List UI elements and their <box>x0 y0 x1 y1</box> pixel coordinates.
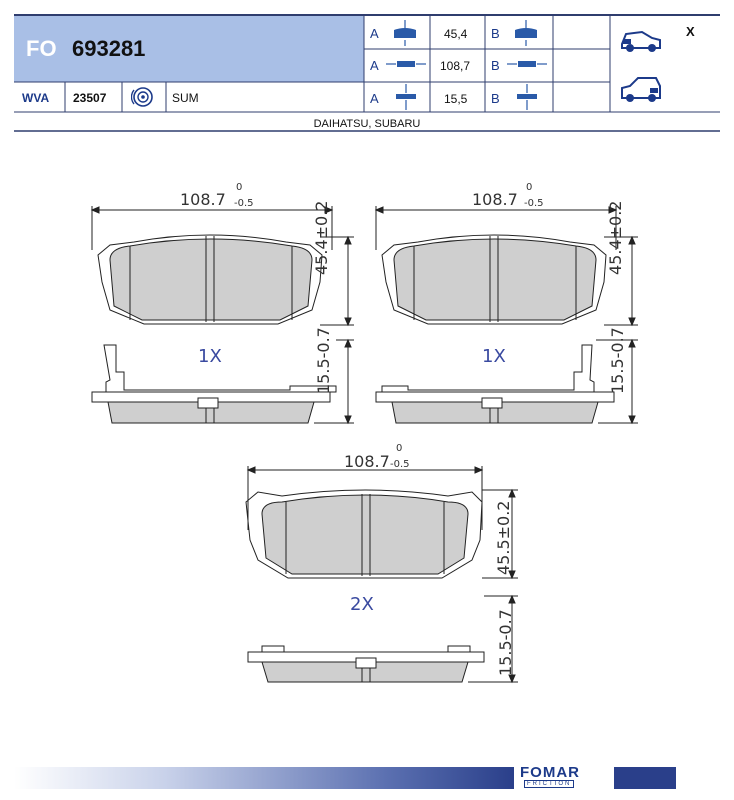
wva-number: 23507 <box>73 91 107 105</box>
thickness-dimension: 15.5-0.7 <box>314 327 333 394</box>
part-number: 693281 <box>72 36 146 61</box>
wva-label: WVA <box>22 91 50 105</box>
width-dimension: 108.7 <box>180 190 226 209</box>
width-dimension: 108.7 <box>344 452 390 471</box>
brand-tagline: FRICTION <box>524 780 574 788</box>
width-tolerance-lower: -0.5 <box>524 198 544 209</box>
quantity-label: 2X <box>350 594 374 615</box>
width-tolerance-lower: -0.5 <box>390 459 410 470</box>
footer-band <box>14 767 514 789</box>
spec-a-label: A <box>370 58 379 73</box>
spec-b-label: B <box>491 26 500 41</box>
vehicle-application: DAIHATSU, SUBARU <box>313 118 421 130</box>
pad-height-icon <box>509 20 543 46</box>
brake-disc-icon <box>131 86 155 108</box>
quantity-label: 1X <box>482 346 506 367</box>
brand-block <box>614 767 676 789</box>
rear-axle-car-icon <box>620 74 662 104</box>
prefix-label: FO <box>26 36 57 61</box>
spec-b-label: B <box>491 91 500 106</box>
width-tolerance-upper: 0 <box>396 443 403 454</box>
pad-height-icon <box>388 20 422 46</box>
spec-value: 108,7 <box>440 59 471 73</box>
quantity-label: 1X <box>198 346 222 367</box>
thickness-dimension: 15.5-0.7 <box>496 609 515 676</box>
spec-value: 15,5 <box>444 92 468 106</box>
spec-b-label: B <box>491 58 500 73</box>
height-dimension: 45.5±0.2 <box>494 500 513 575</box>
pad-width-icon <box>386 56 426 72</box>
pad-thickness-icon <box>513 84 541 110</box>
width-dimension: 108.7 <box>472 190 518 209</box>
brand-logo: FOMAR <box>520 764 580 781</box>
pad-width-icon <box>507 56 547 72</box>
height-dimension: 45.4±0.2 <box>312 200 331 275</box>
width-tolerance-lower: -0.5 <box>234 198 254 209</box>
pad-thickness-icon <box>392 84 420 110</box>
front-axle-car-icon <box>620 24 662 54</box>
thickness-dimension: 15.5-0.7 <box>608 327 627 394</box>
height-dimension: 45.4±0.2 <box>606 200 625 275</box>
width-tolerance-upper: 0 <box>526 182 533 193</box>
sensor-label: SUM <box>172 91 199 105</box>
spec-a-label: A <box>370 26 379 41</box>
spec-a-label: A <box>370 91 379 106</box>
width-tolerance-upper: 0 <box>236 182 243 193</box>
axle-marker: X <box>686 24 695 39</box>
spec-value: 45,4 <box>444 27 468 41</box>
